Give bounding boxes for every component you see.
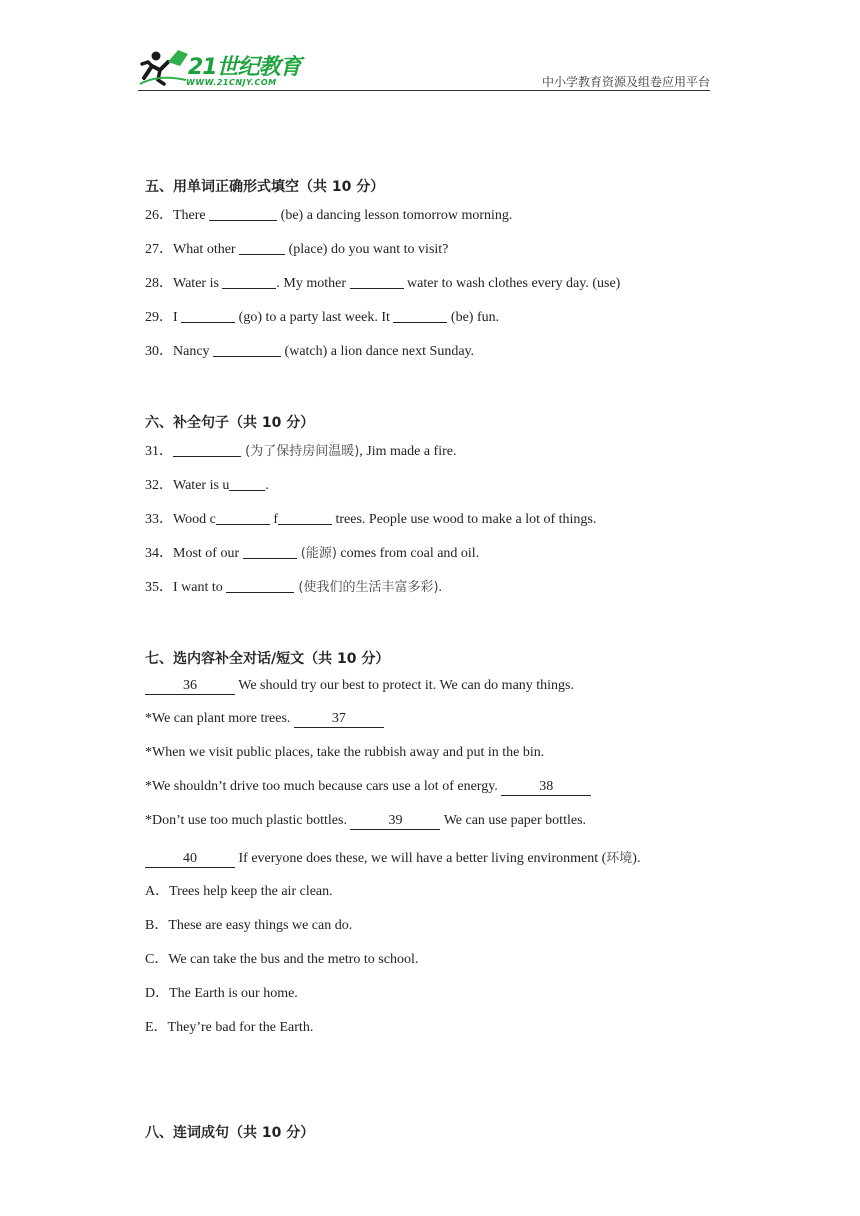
answer-blank[interactable] <box>239 240 285 255</box>
question-33: 33．Wood c f trees. People use wood to make a lot of things. <box>145 512 597 527</box>
answer-blank[interactable] <box>393 308 447 323</box>
option-d: D．The Earth is our home. <box>145 986 298 1001</box>
question-27: 27．What other (place) do you want to visit? <box>145 242 449 257</box>
question-31: 31． (为了保持房间温暖), Jim made a fire. <box>145 444 457 459</box>
question-29: 29．I (go) to a party last week. It (be) fun. <box>145 310 500 325</box>
answer-blank[interactable] <box>209 206 277 221</box>
answer-blank[interactable] <box>350 274 404 289</box>
answer-blank[interactable] <box>226 578 294 593</box>
passage-line-rubbish: *When we visit public places, take the rubbish away and put in the bin. <box>145 745 545 760</box>
section8-title: 八、连词成句（共 10 分） <box>145 1125 315 1141</box>
passage-line-38: *We shouldn’t drive too much because cars use a lot of energy. 38 <box>145 779 591 796</box>
answer-blank[interactable] <box>229 476 265 491</box>
runner-logo-icon <box>138 44 190 88</box>
question-32: 32．Water is u . <box>145 478 269 493</box>
answer-blank-38[interactable]: 38 <box>501 779 591 796</box>
platform-label: 中小学教育资源及组卷应用平台 <box>541 75 710 89</box>
section6-title: 六、补全句子（共 10 分） <box>145 415 315 431</box>
answer-blank[interactable] <box>181 308 235 323</box>
logo-text: 21世纪教育 <box>188 55 301 80</box>
answer-blank-39[interactable]: 39 <box>350 813 440 830</box>
question-26: 26．There (be) a dancing lesson tomorrow morning. <box>145 208 513 223</box>
passage-line-36: 36 We should try our best to protect it. We can do many things. <box>145 678 574 695</box>
option-e: E．They’re bad for the Earth. <box>145 1020 314 1035</box>
logo-url: WWW.21CNJY.COM <box>186 78 277 87</box>
answer-blank[interactable] <box>278 510 332 525</box>
passage-line-37: *We can plant more trees. 37 <box>145 711 384 728</box>
option-a: A．Trees help keep the air clean. <box>145 884 333 899</box>
question-28: 28．Water is . My mother water to wash clothes every day. (use) <box>145 276 621 291</box>
question-30: 30．Nancy (watch) a lion dance next Sunday. <box>145 344 475 359</box>
answer-blank[interactable] <box>173 442 241 457</box>
page-header <box>138 44 710 91</box>
answer-blank[interactable] <box>243 544 297 559</box>
logo <box>138 44 308 88</box>
section7-title: 七、选内容补全对话/短文（共 10 分） <box>145 651 390 667</box>
option-c: C．We can take the bus and the metro to school. <box>145 952 419 967</box>
question-34: 34．Most of our (能源) comes from coal and oil. <box>145 546 480 561</box>
option-b: B．These are easy things we can do. <box>145 918 353 933</box>
answer-blank-37[interactable]: 37 <box>294 711 384 728</box>
question-35: 35．I want to (使我们的生活丰富多彩). <box>145 580 443 595</box>
passage-line-39: *Don’t use too much plastic bottles. 39 We can use paper bottles. <box>145 813 587 828</box>
section5-title: 五、用单词正确形式填空（共 10 分） <box>145 179 385 195</box>
passage-line-40: 40 If everyone does these, we will have a better living environment (环境). <box>145 847 640 868</box>
answer-blank[interactable] <box>213 342 281 357</box>
answer-blank-40[interactable]: 40 <box>145 851 235 868</box>
answer-blank-36[interactable]: 36 <box>145 678 235 695</box>
answer-blank[interactable] <box>216 510 270 525</box>
answer-blank[interactable] <box>222 274 276 289</box>
